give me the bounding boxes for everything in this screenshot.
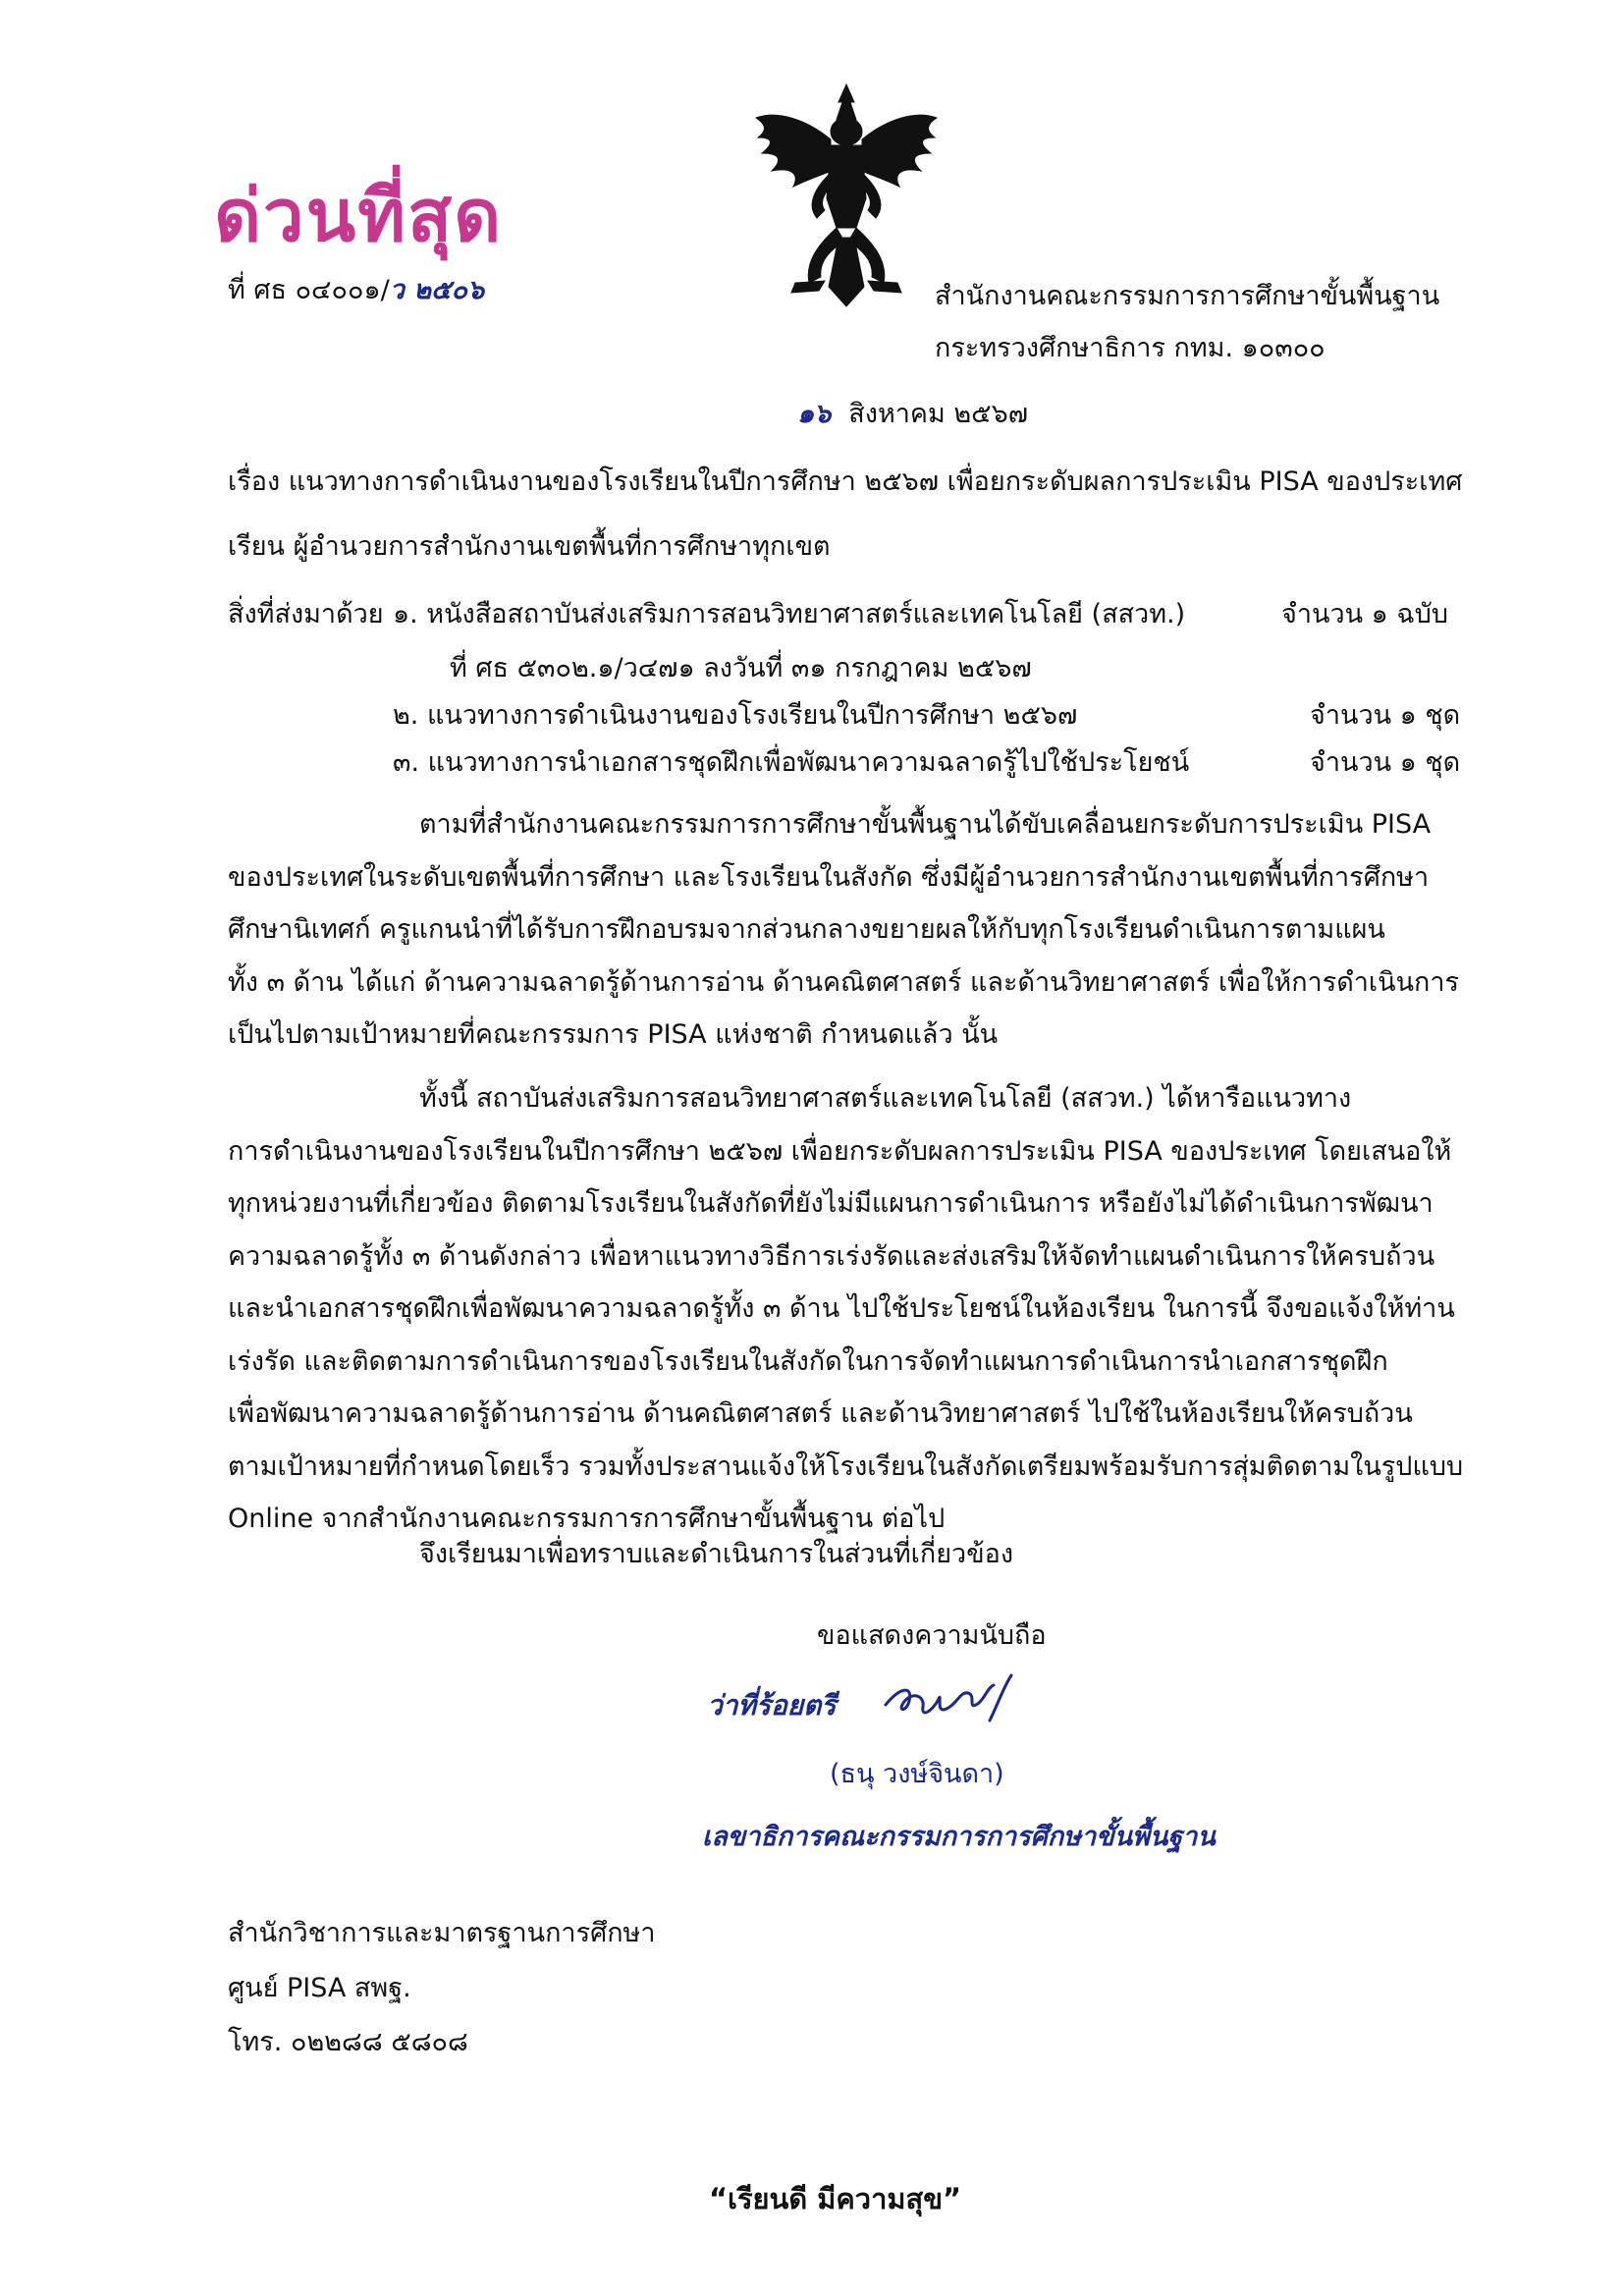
enclosure-item-1: ๑. หนังสือสถาบันส่งเสริมการสอนวิทยาศาสตร์และเทคโนโลยี (สสวท.): [393, 599, 1186, 629]
enclosure-qty-2: จำนวน ๑ ชุด: [1310, 700, 1461, 731]
paragraph-line: และนำเอกสารชุดฝึกเพื่อพัฒนาความฉลาดรู้ทั้ง ๓ ด้าน ไปใช้ประโยชน์ในห้องเรียน ในการนี้ จึงขอแจ้งให้ท่าน: [228, 1293, 1455, 1324]
body-paragraph-1: [228, 798, 1470, 1062]
closing-sentence: จึงเรียนมาเพื่อทราบและดำเนินการในส่วนที่เกี่ยวข้อง: [419, 1539, 1014, 1569]
addressee-line: เรียน ผู้อำนวยการสำนักงานเขตพื้นที่การศึกษาทุกเขต: [228, 531, 831, 562]
paragraph-line: การดำเนินงานของโรงเรียนในปีการศึกษา ๒๕๖๗ เพื่อยกระดับผลการประเมิน PISA ของประเทศ โดยเสนอให้: [228, 1135, 1452, 1167]
paragraph-line: ตามเป้าหมายที่กำหนดโดยเร็ว รวมทั้งประสานแจ้งให้โรงเรียนในสังกัดเตรียมพร้อมรับการสุ่มติดตามในรูปแบบ: [228, 1450, 1464, 1482]
paragraph-line: เป็นไปตามเป้าหมายที่คณะกรรมการ PISA แห่งชาติ กำหนดแล้ว นั้น: [228, 1019, 999, 1050]
agency-address: กระทรวงศึกษาธิการ กทม. ๑๐๓๐๐: [935, 333, 1325, 363]
signatory-rank: ว่าที่ร้อยตรี: [707, 1689, 837, 1722]
document-number-handwritten: ว ๒๕๐๖: [389, 275, 485, 305]
paragraph-line: Online จากสำนักงานคณะกรรมการการศึกษาขั้นพื้นฐาน ต่อไป: [228, 1503, 946, 1534]
paragraph-line: ศึกษานิเทศก์ ครูแกนนำที่ได้รับการฝึกอบรมจากส่วนกลางขยายผลให้กับทุกโรงเรียนดำเนินการตามแผน: [228, 914, 1385, 945]
paragraph-line: ตามที่สำนักงานคณะกรรมการการศึกษาขั้นพื้นฐานได้ขับเคลื่อนยกระดับการประเมิน PISA: [419, 809, 1432, 840]
motto: “เรียนดี มีความสุข”: [709, 2182, 962, 2215]
paragraph-line: ของประเทศในระดับเขตพื้นที่การศึกษา และโรงเรียนในสังกัด ซึ่งมีผู้อำนวยการสำนักงานเขตพื้นที่การศึกษา: [228, 861, 1430, 893]
garuda-emblem-icon: [748, 81, 945, 316]
enclosure-qty-1: จำนวน ๑ ฉบับ: [1281, 599, 1449, 629]
paragraph-line: ความฉลาดรู้ทั้ง ๓ ด้านดังกล่าว เพื่อหาแนวทางวิธีการเร่งรัดและส่งเสริมให้จัดทำแผนดำเนินการให้ครบถ้วน: [228, 1240, 1435, 1272]
date-day-handwritten: ๑๖: [797, 399, 832, 429]
enclosure-qty-3: จำนวน ๑ ชุด: [1310, 747, 1461, 778]
subject-line: เรื่อง แนวทางการดำเนินงานของโรงเรียนในปีการศึกษา ๒๕๖๗ เพื่อยกระดับผลการประเมิน PISA ของประเทศ: [228, 466, 1463, 497]
footer-phone: โทร. ๐๒๒๘๘ ๕๘๐๘: [228, 2027, 468, 2057]
regards: ขอแสดงความนับถือ: [817, 1620, 1047, 1651]
document-number-prefix: ที่ ศธ ๐๔๐๐๑/: [228, 275, 390, 305]
paragraph-line: เพื่อพัฒนาความฉลาดรู้ด้านการอ่าน ด้านคณิตศาสตร์ และด้านวิทยาศาสตร์ ไปใช้ในห้องเรียนให้ครบถ้วน: [228, 1398, 1413, 1429]
enclosure-item-2: ๒. แนวทางการดำเนินงานของโรงเรียนในปีการศึกษา ๒๕๖๗: [393, 700, 1078, 731]
enclosure-item-3: ๓. แนวทางการนำเอกสารชุดฝึกเพื่อพัฒนาความฉลาดรู้ไปใช้ประโยชน์: [393, 747, 1190, 778]
footer-unit: ศูนย์ PISA สพฐ.: [228, 1973, 411, 2003]
handwritten-signature-icon: [874, 1666, 1051, 1734]
paragraph-line: ทั้งนี้ สถาบันส่งเสริมการสอนวิทยาศาสตร์และเทคโนโลยี (สสวท.) ได้หารือแนวทาง: [419, 1083, 1352, 1114]
footer-office: สำนักวิชาการและมาตรฐานการศึกษา: [228, 1918, 656, 1948]
paragraph-line: เร่งรัด และติดตามการดำเนินการของโรงเรียนในสังกัดในการจัดทำแผนการดำเนินการนำเอกสารชุดฝึก: [228, 1345, 1388, 1377]
enclosure-item-1-reference: ที่ ศธ ๕๓๐๒.๑/ว๔๗๑ ลงวันที่ ๓๑ กรกฎาคม ๒๕๖๗: [450, 653, 1032, 683]
date-month-year: สิงหาคม ๒๕๖๗: [848, 399, 1029, 429]
enclosures-label: สิ่งที่ส่งมาด้วย: [228, 599, 384, 629]
document-number: [228, 271, 484, 310]
letter-date: [797, 395, 1028, 434]
signatory-name: (ธนุ วงษ์จินดา): [830, 1759, 1004, 1789]
signatory-title: เลขาธิการคณะกรรมการการศึกษาขั้นพื้นฐาน: [702, 1822, 1216, 1852]
paragraph-line: ทุกหน่วยงานที่เกี่ยวข้อง ติดตามโรงเรียนในสังกัดที่ยังไม่มีแผนการดำเนินการ หรือยังไม่ได้ดำเนินการพัฒนา: [228, 1188, 1434, 1219]
urgency-stamp: ด่วนที่สุด: [214, 174, 504, 258]
body-paragraph-2: [228, 1072, 1470, 1546]
paragraph-line: ทั้ง ๓ ด้าน ได้แก่ ด้านความฉลาดรู้ด้านการอ่าน ด้านคณิตศาสตร์ และด้านวิทยาศาสตร์ เพื่อให้การดำเนินการ: [228, 966, 1460, 998]
agency-name: สำนักงานคณะกรรมการการศึกษาขั้นพื้นฐาน: [935, 281, 1440, 311]
